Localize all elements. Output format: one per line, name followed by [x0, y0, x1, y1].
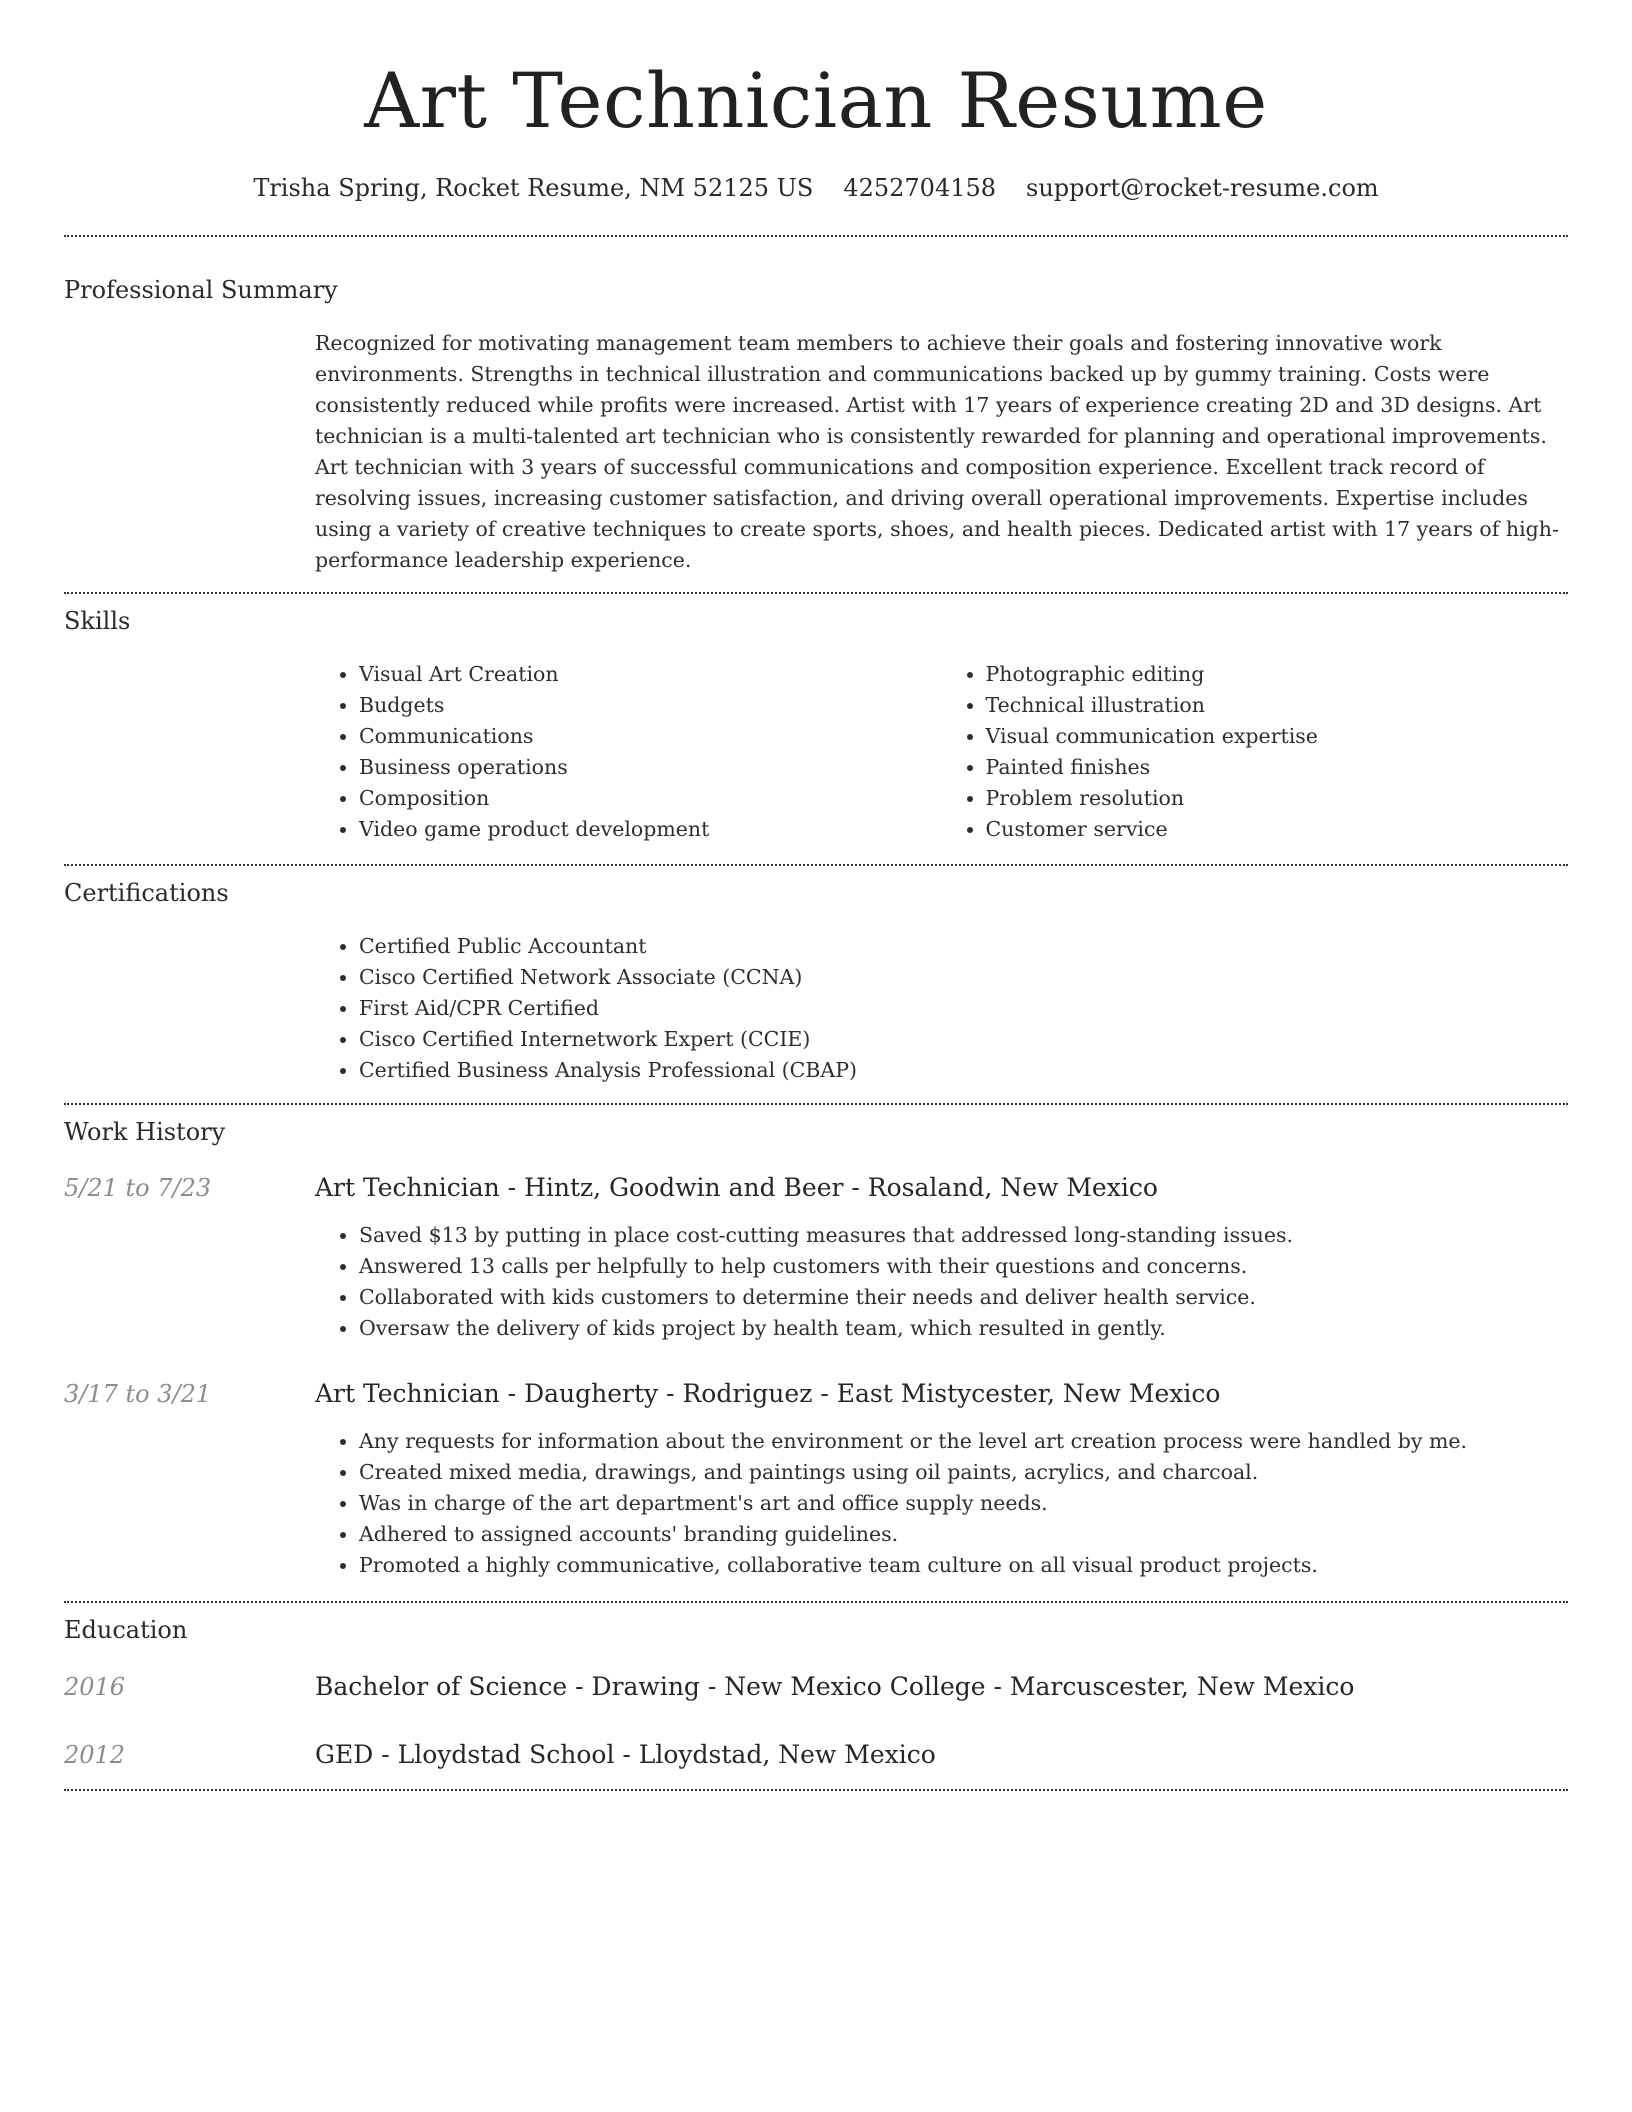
job-dates: 3/17 to 3/21 — [64, 1380, 212, 1408]
skill-item: • Customer service — [986, 814, 1569, 845]
skill-item: • Composition — [359, 783, 942, 814]
job-bullet: • Collaborated with kids customers to determine their needs and deliver health service. — [359, 1282, 1568, 1313]
certifications-heading: Certifications — [64, 879, 229, 907]
job-bullets — [315, 1426, 1568, 1581]
summary-heading: Professional Summary — [64, 276, 338, 304]
skill-item: • Business operations — [359, 752, 942, 783]
job-bullet: • Any requests for information about the environment or the level art creation process were handled by me. — [359, 1426, 1568, 1457]
skill-item: • Visual Art Creation — [359, 659, 942, 690]
certification-item: • First Aid/CPR Certified — [359, 993, 1568, 1024]
contact-line — [64, 172, 1568, 204]
education-year: 2016 — [64, 1673, 126, 1701]
certifications-list — [315, 931, 1568, 1086]
certification-item: • Certified Business Analysis Professional (CBAP) — [359, 1055, 1568, 1086]
summary-section — [64, 237, 1568, 576]
work-history-section — [64, 1105, 1568, 1581]
education-year: 2012 — [64, 1741, 126, 1769]
resume-page — [64, 0, 1568, 1791]
job-entry — [64, 1378, 1568, 1581]
job-title: Art Technician - Daugherty - Rodriguez - East Mistycester, New Mexico — [315, 1379, 1221, 1408]
skills-list-right — [942, 659, 1569, 845]
job-bullet: • Adhered to assigned accounts' branding guidelines. — [359, 1519, 1568, 1550]
education-entry — [64, 1739, 1568, 1771]
education-degree: GED - Lloydstad School - Lloydstad, New Mexico — [315, 1740, 936, 1769]
education-degree: Bachelor of Science - Drawing - New Mexico College - Marcuscester, New Mexico — [315, 1672, 1355, 1701]
skill-item: • Visual communication expertise — [986, 721, 1569, 752]
skill-item: • Photographic editing — [986, 659, 1569, 690]
certification-item: • Certified Public Accountant — [359, 931, 1568, 962]
contact-address: Trisha Spring, Rocket Resume, NM 52125 US — [253, 174, 814, 202]
skills-section — [64, 594, 1568, 845]
skill-item: • Painted finishes — [986, 752, 1569, 783]
education-entry — [64, 1671, 1568, 1703]
skill-item: • Video game product development — [359, 814, 942, 845]
summary-text: Recognized for motivating management team members to achieve their goals and fostering innovative work environments. Strengths in technical illustration and communications backed up by gummy training. Costs were consistently reduced while profits were increased. Artist with 17 years of experience creating 2D and 3D designs. Art technician is a multi-talented art technician who is consistently rewarded for planning and operational improvements. Art technician with 3 years of successful communications and composition experience. Excellent track record of resolving issues, increasing customer satisfaction, and driving overall operational improvements. Expertise includes using a variety of creative techniques to create sports, shoes, and health pieces. Dedicated artist with 17 years of high-performance leadership experience. — [315, 331, 1559, 572]
skills-heading: Skills — [64, 607, 131, 635]
work-history-heading: Work History — [64, 1118, 226, 1146]
skill-item: • Problem resolution — [986, 783, 1569, 814]
job-bullet: • Created mixed media, drawings, and paintings using oil paints, acrylics, and charcoal. — [359, 1457, 1568, 1488]
certifications-section — [64, 866, 1568, 1086]
job-bullet: • Promoted a highly communicative, collaborative team culture on all visual product projects. — [359, 1550, 1568, 1581]
contact-email: support@rocket-resume.com — [1026, 174, 1379, 202]
job-bullet: • Was in charge of the art department's art and office supply needs. — [359, 1488, 1568, 1519]
contact-phone: 4252704158 — [843, 174, 997, 202]
job-bullets — [315, 1220, 1568, 1344]
job-bullet: • Oversaw the delivery of kids project by health team, which resulted in gently. — [359, 1313, 1568, 1344]
education-heading: Education — [64, 1616, 188, 1644]
skill-item: • Budgets — [359, 690, 942, 721]
job-bullet: • Answered 13 calls per helpfully to help customers with their questions and concerns. — [359, 1251, 1568, 1282]
certification-item: • Cisco Certified Network Associate (CCNA) — [359, 962, 1568, 993]
job-bullet: • Saved $13 by putting in place cost-cutting measures that addressed long-standing issues. — [359, 1220, 1568, 1251]
education-section — [64, 1603, 1568, 1771]
job-dates: 5/21 to 7/23 — [64, 1174, 212, 1202]
skill-item: • Communications — [359, 721, 942, 752]
job-entry — [64, 1172, 1568, 1344]
skills-list-left — [315, 659, 942, 845]
divider — [64, 1789, 1568, 1791]
job-title: Art Technician - Hintz, Goodwin and Beer - Rosaland, New Mexico — [315, 1173, 1158, 1202]
resume-title: Art Technician Resume — [364, 56, 1268, 145]
certification-item: • Cisco Certified Internetwork Expert (CCIE) — [359, 1024, 1568, 1055]
skill-item: • Technical illustration — [986, 690, 1569, 721]
